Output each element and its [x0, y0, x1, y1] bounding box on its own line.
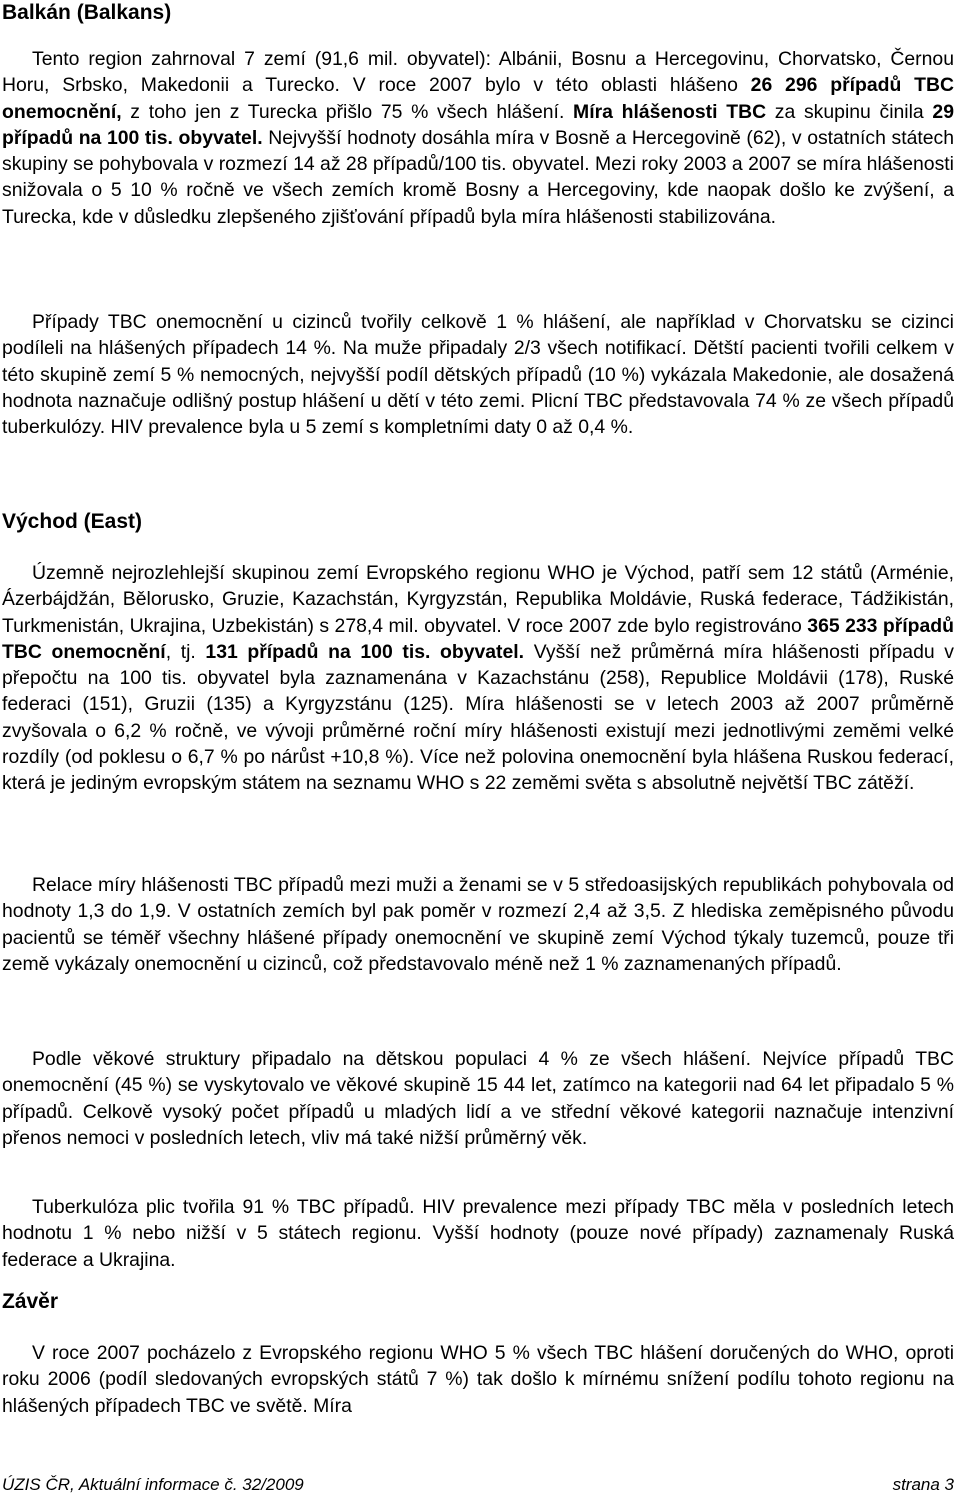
balkans-p2-text: Případy TBC onemocnění u cizinců tvořily celkově 1 % hlášení, ale například v Chorvatsku se cizinci podíleli na hlášených případech 14 %. Na muže připadaly 2/3 všech notifikací. Dětští pacienti tvořili celkem v této skupině zemí 5 % nemocných, nejvyšší podíl dětských případů (10 %) vykázala Makedonie, ale dosažená hodnota naznačuje odlišný postup hlášení u dětí v této zemi. Plicní TBC představovala 74 % ze všech případů tuberkulózy. HIV prevalence byla u 5 zemí s kompletními daty 0 až 0,4 %. [2, 311, 954, 439]
text-run: Tento region zahrnoval 7 zemí (91,6 mil. obyvatel): Albánii, Bosnu a Hercegovinu, Chorvatsko, Černou Horu, Srbsko, Makedonii a Turecko. V roce 2007 bylo v této oblasti hlášeno [2, 48, 954, 97]
east-p2-text: Relace míry hlášenosti TBC případů mezi muži a ženami se v 5 středoasijských republikách pohybovala od hodnoty 1,3 do 1,9. V ostatních zemích byl pak poměr v rozmezí 2,4 až 3,5. Z hlediska zeměpisného původu pacientů se téměř všechny hlášené případy onemocnění ve skupině zemí Východ týkaly tuzemců, pouze tři země vykázaly onemocnění u cizinců, což představovalo méně než 1 % zaznamenaných případů. [2, 874, 954, 975]
text-run: Nejvyšší hodnoty dosáhla míra v Bosně a Hercegovině (62), v ostatních státech skupiny se pohybovala v rozmezí 14 až 28 případů/100 tis. obyvatel. Mezi roky 2003 a 2007 se míra hlášenosti snižovala o 5 10 % ročně ve všech zemích kromě Bosny a Hercegoviny, kde naopak došlo ke zvýšení, a Turecka, kde v důsledku zlepšeného zjišťování případů byla míra hlášenosti stabilizována. [2, 126, 955, 228]
east-paragraph-2 [2, 872, 954, 977]
east-paragraph-1 [2, 560, 954, 797]
text-run: , tj. [165, 640, 206, 663]
bold-text-run: 29 případů na 100 tis. obyvatel. [2, 100, 954, 149]
bold-text-run: 131 případů na 100 tis. obyvatel. [205, 640, 525, 663]
text-run: Vyšší než průměrná míra hlášenosti případu v přepočtu na 100 tis. obyvatel byla zaznamenána v Kazachstánu (258), Republice Moldávii (178), Ruské federaci (151), Gruzii (135) a Kyrgyzstánu (125). Míra hlášenosti se v letech 2003 až 2007 průměrně zvyšovala o 6,2 % ročně, ve vývoji průměrné roční míry hlášenosti existují mezi jednotlivými zeměmi velké rozdíly (od poklesu o 6,7 % po nárůst +10,8 %). Více než polovina onemocnění byla hlášena Ruskou federací, která je jediným evropským státem na seznamu WHO s 22 zeměmi světa s absolutně největší TBC zátěží. [2, 640, 954, 795]
conclusion-p1-text: V roce 2007 pocházelo z Evropského regionu WHO 5 % všech TBC hlášení doručených do WHO, oproti roku 2006 (podíl sledovaných evropských států 7 %) tak došlo k mírnému snížení podílu tohoto regionu na hlášených případech TBC ve světě. Míra [2, 1342, 954, 1417]
text-run: z toho jen z Turecka přišlo 75 % všech hlášení. [121, 100, 574, 123]
text-run: Územně nejrozlehlejší skupinou zemí Evropského regionu WHO je Východ, patří sem 12 států (Arménie, Ázerbájdžán, Bělorusko, Gruzie, Kazachstán, Kyrgyzstán, Republika Moldávie, Ruská federace, Tádžikistán, Turkmenistán, Ukrajina, Uzbekistán) s 278,4 mil. obyvatel. V roce 2007 zde bylo registrováno [2, 562, 954, 637]
conclusion-paragraph-1 [2, 1340, 954, 1419]
bold-text-run: 26 296 případů TBC onemocnění, [2, 74, 954, 123]
east-p4-text: Tuberkulóza plic tvořila 91 % TBC případů. HIV prevalence mezi případy TBC měla v posledních letech hodnotu 1 % nebo nižší v 5 státech regionu. Vyšší hodnoty (pouze nové případy) zaznamenaly Ruská federace a Ukrajina. [2, 1196, 954, 1271]
east-paragraph-4 [2, 1194, 954, 1273]
east-p3-text: Podle věkové struktury připadalo na dětskou populaci 4 % ze všech hlášení. Nejvíce případů TBC onemocnění (45 %) se vyskytovalo ve věkové skupině 15 44 let, zatímco na kategorii nad 64 let připadalo 5 % případů. Celkově vysoký počet případů u mladých lidí a ve střední věkové kategorii naznačuje intenzivní přenos nemoci v posledních letech, vliv má také nižší průměrný věk. [2, 1048, 954, 1149]
footer-page-number: strana 3 [892, 1475, 954, 1494]
section-heading-balkans: Balkán (Balkans) [2, 1, 172, 24]
balkans-paragraph-2 [2, 309, 954, 440]
section-heading-conclusion: Závěr [2, 1290, 59, 1313]
east-p1-text [2, 560, 954, 797]
balkans-paragraph-1 [2, 46, 954, 230]
balkans-p1-text [2, 46, 954, 230]
text-run: za skupinu činila [766, 100, 933, 123]
bold-text-run: 365 233 případů TBC onemocnění [2, 614, 954, 663]
section-heading-east: Východ (East) [2, 510, 143, 533]
east-paragraph-3 [2, 1046, 954, 1151]
page-footer [2, 1474, 954, 1496]
footer-source: ÚZIS ČR, Aktuální informace č. 32/2009 [2, 1475, 304, 1494]
bold-text-run: Míra hlášenosti TBC [573, 100, 767, 123]
